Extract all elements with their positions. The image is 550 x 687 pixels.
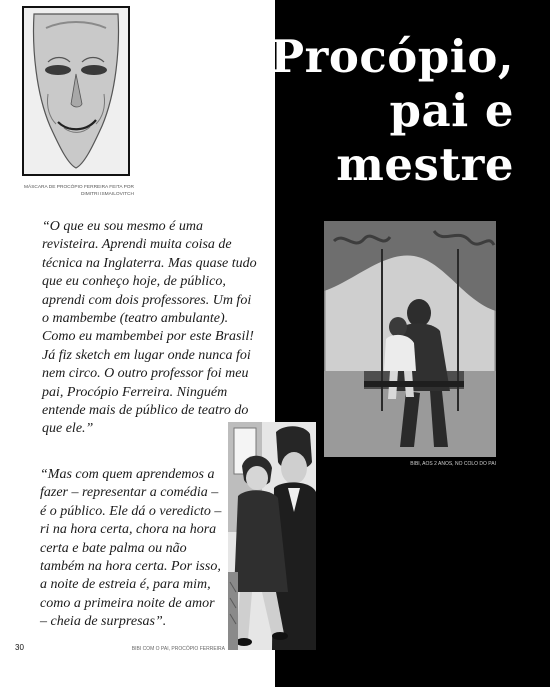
title-line-2: pai e [389,84,514,137]
page-number: 30 [15,643,24,652]
photo-bibi-on-lap [324,221,496,457]
mask-illustration [24,8,128,174]
photo-bibi-with-father [228,422,316,650]
mask-photo [22,6,130,176]
photo-bibi-with-father-image [228,422,316,650]
title-line-3: mestre [336,138,514,191]
photo-bibi-on-lap-image [324,221,496,457]
pai-caption: BIBI COM O PAI, PROCÓPIO FERREIRA [131,646,225,652]
quote-first: “O que eu sou mesmo é uma revisteira. Aprendi muita coisa de técnica na Inglaterra. Mas quase tudo que eu conheço hoje, de público, aprendi com dois professores. Um foi o mambembe (teatro ambulante). Como eu mambembei por este Brasil! Já fiz sketch em lugar onde nunca foi nem circo. O outro professor foi meu pai, Procópio Ferreira. Ninguém entende mais de público de teatro do que ele.” [42,219,257,437]
lap-caption: BIBI, AOS 2 ANOS, NO COLO DO PAI [410,461,496,467]
title-line-1: Procópio, [270,30,514,83]
page-title [254,30,514,192]
mask-caption: MÁSCARA DE PROCÓPIO FERREIRA FEITA POR DIMITRI ISMAILOVITCH [24,185,134,197]
quote-second: “Mas com quem aprendemos a fazer – representar a comédia – é o público. Ele dá o veredicto – ri na hora certa, chora na hora certa e bate palma ou não também na hora certa. Por isso, a noite de estreia é, para mim, como a primeira noite de amor – cheia de surpresas”. [40,467,222,630]
